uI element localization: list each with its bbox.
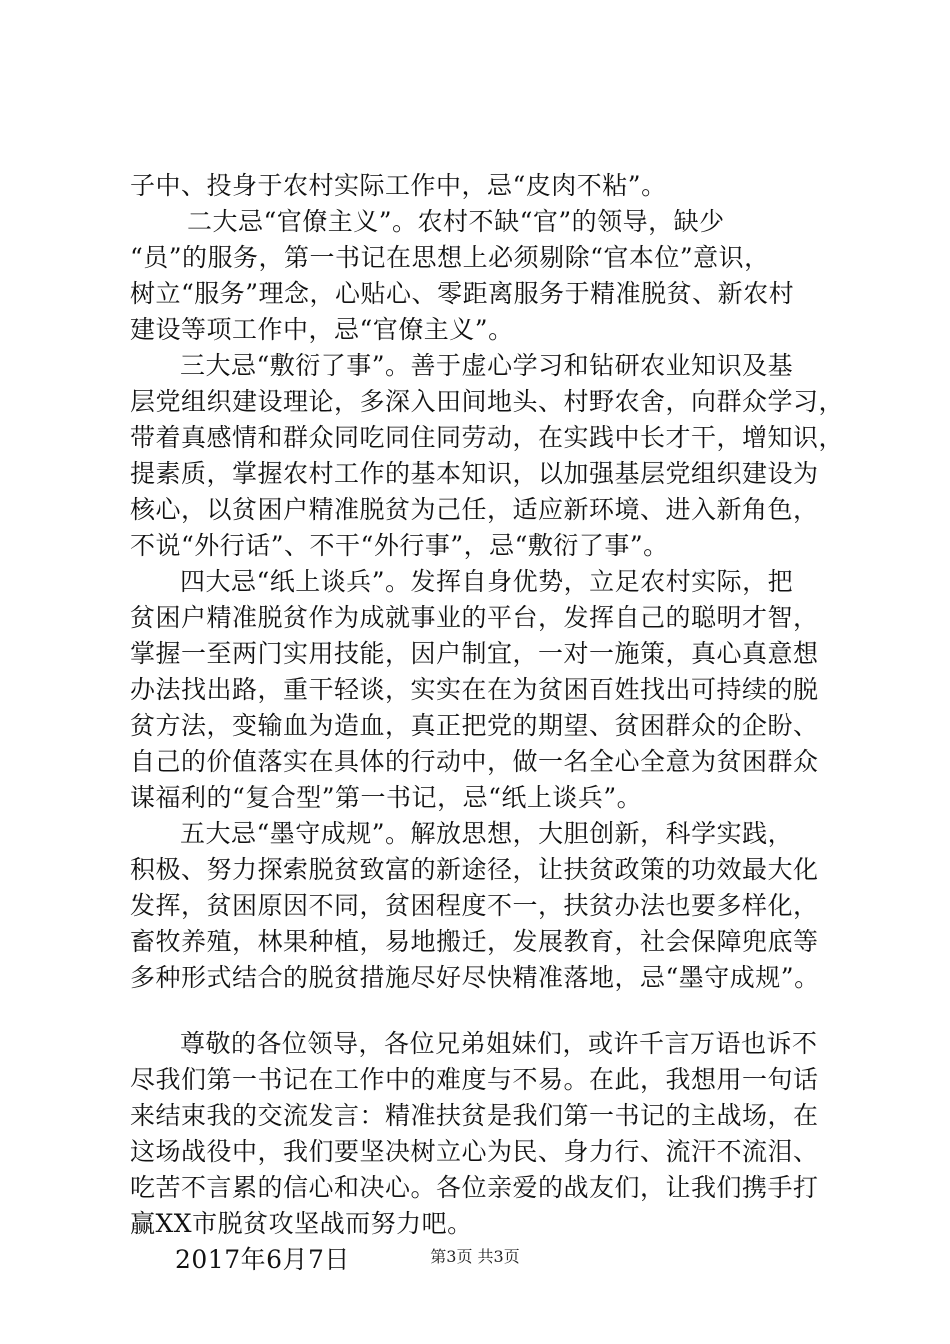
text-line: “员”的服务，第一书记在思想上必须剔除“官本位”意识，	[130, 243, 770, 272]
text-line: 掌握一至两门实用技能，因户制宜，一对一施策，真心真意想	[130, 639, 819, 668]
document-body	[130, 168, 850, 1278]
text-line: 建设等项工作中，忌“官僚主义”。	[130, 315, 514, 344]
paragraph-heading-line: 三大忌“敷衍了事”。善于虚心学习和钻研农业知识及基	[180, 351, 794, 380]
text-line: 树立“服务”理念，心贴心、零距离服务于精准脱贫、新农村	[130, 279, 795, 308]
paragraph-heading-line: 四大忌“纸上谈兵”。发挥自身优势，立足农村实际，把	[180, 567, 794, 596]
text-line: 层党组织建设理论，多深入田间地头、村野农舍，向群众学习，	[130, 387, 845, 416]
text-line: 来结束我的交流发言：精准扶贫是我们第一书记的主战场，在	[130, 1101, 819, 1130]
paragraph-heading-line: 二大忌“官僚主义”。农村不缺“官”的领导，缺少	[187, 207, 725, 236]
text-line: 核心，以贫困户精准脱贫为己任，适应新环境、进入新角色，	[130, 495, 819, 524]
text-line: 自己的价值落实在具体的行动中，做一名全心全意为贫困群众	[130, 747, 819, 776]
date-line: 2017年6月7日	[175, 1245, 350, 1274]
text-line: 不说“外行话”、不干“外行事”，忌“敷衍了事”。	[130, 531, 669, 560]
paragraph-gap	[130, 996, 850, 1026]
text-line: 谋福利的“复合型”第一书记，忌“纸上谈兵”。	[130, 783, 643, 812]
text-line: 多种形式结合的脱贫措施尽好尽快精准落地，忌“墨守成规”。	[130, 963, 820, 992]
text-line: 赢XX市脱贫攻坚战而努力吧。	[130, 1209, 473, 1238]
text-line: 畜牧养殖，林果种植，易地搬迁，发展教育，社会保障兜底等	[130, 927, 819, 956]
text-line: 尽我们第一书记在工作中的难度与不易。在此，我想用一句话	[130, 1065, 819, 1094]
text-line: 积极、努力探索脱贫致富的新途径，让扶贫政策的功效最大化	[130, 855, 819, 884]
text-line: 发挥，贫困原因不同，贫困程度不一，扶贫办法也要多样化，	[130, 891, 819, 920]
text-line: 吃苦不言累的信心和决心。各位亲爱的战友们，让我们携手打	[130, 1173, 819, 1202]
text-line: 贫方法，变输血为造血，真正把党的期望、贫困群众的企盼、	[130, 711, 819, 740]
page-number-footer: 第3页 共3页	[430, 1247, 520, 1266]
text-line: 子中、投身于农村实际工作中，忌“皮肉不粘”。	[130, 171, 667, 200]
text-line: 贫困户精准脱贫作为成就事业的平台，发挥自己的聪明才智，	[130, 603, 819, 632]
text-line: 提素质，掌握农村工作的基本知识，以加强基层党组织建设为	[130, 459, 819, 488]
text-line: 办法找出路，重干轻谈，实实在在为贫困百姓找出可持续的脱	[130, 675, 819, 704]
text-line: 这场战役中，我们要坚决树立心为民、身力行、流汗不流泪、	[130, 1137, 819, 1166]
closing-paragraph-line: 尊敬的各位领导，各位兄弟姐妹们，或许千言万语也诉不	[180, 1029, 818, 1058]
text-line: 带着真感情和群众同吃同住同劳动，在实践中长才干，增知识，	[130, 423, 845, 452]
paragraph-heading-line: 五大忌“墨守成规”。解放思想，大胆创新，科学实践，	[180, 819, 794, 848]
